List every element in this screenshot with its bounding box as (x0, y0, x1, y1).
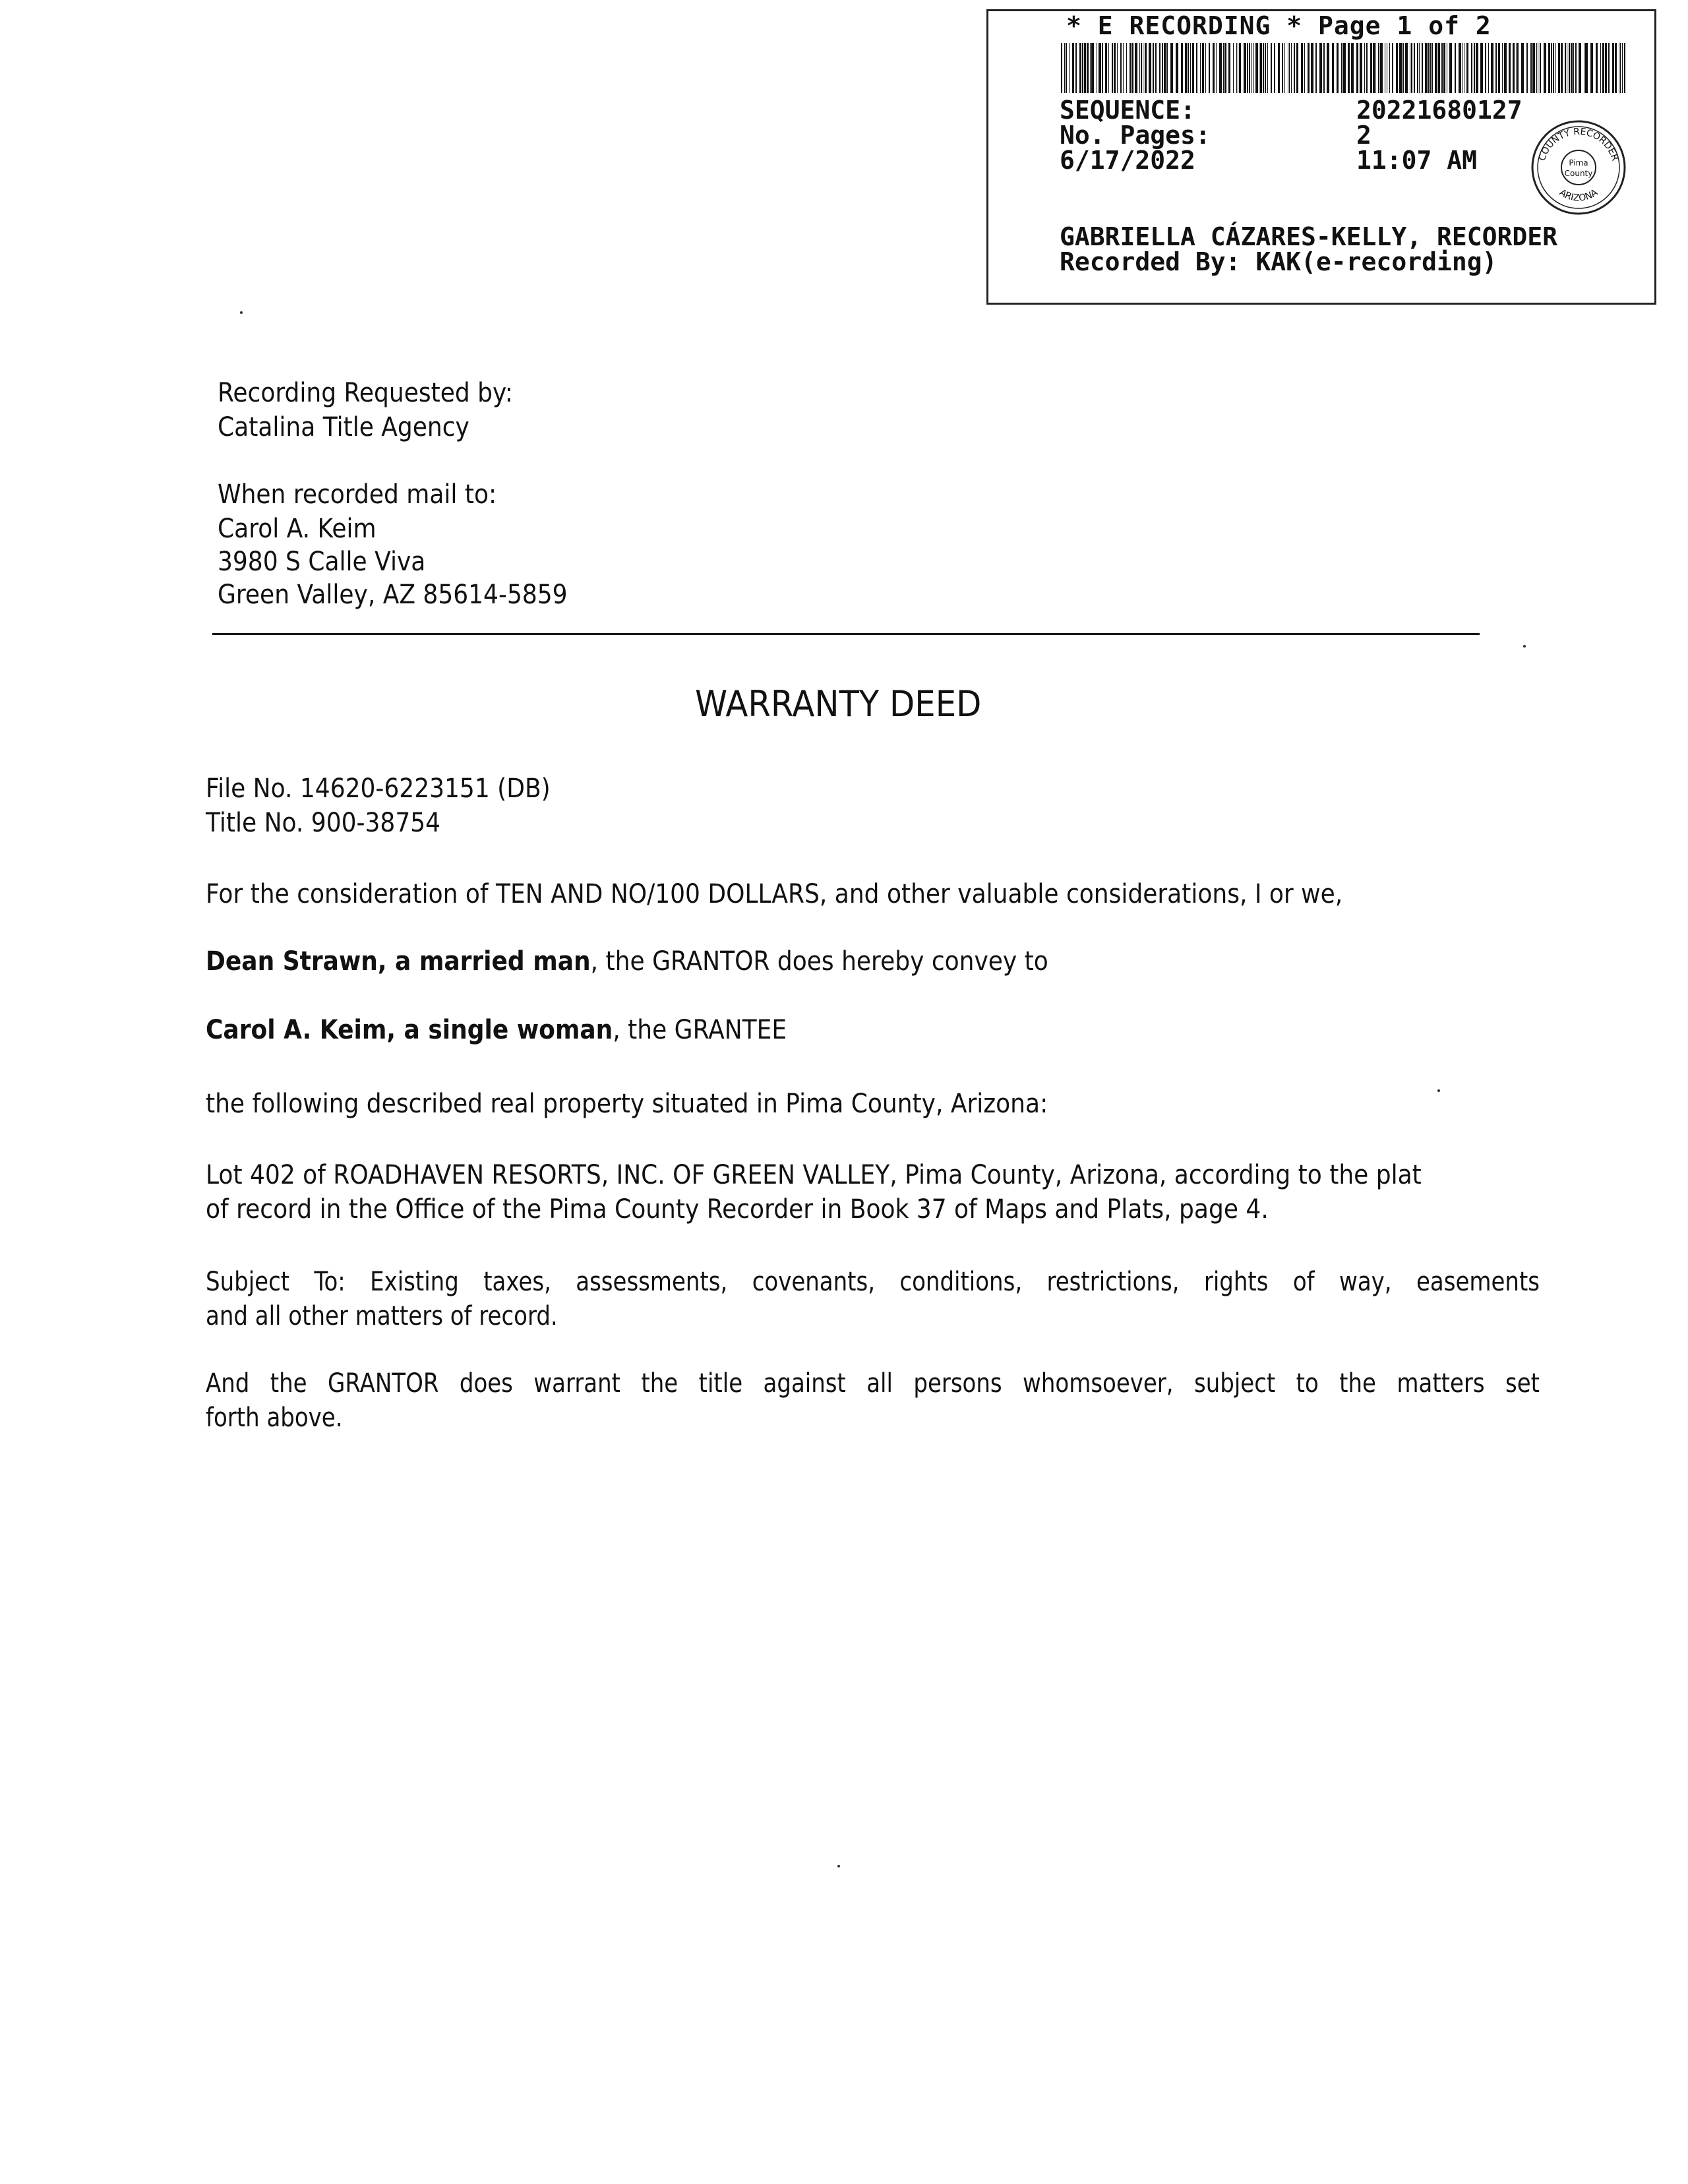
barcode-bar (1615, 43, 1617, 93)
recorder-name: GABRIELLA CÁZARES-KELLY, RECORDER (1060, 222, 1557, 251)
barcode-bar (1360, 43, 1362, 93)
barcode-bar (1251, 43, 1252, 93)
barcode-bar (1441, 43, 1443, 93)
header-divider (212, 633, 1480, 635)
barcode-bar (1504, 43, 1507, 93)
barcode-bar (1389, 43, 1390, 93)
recorded-by: Recorded By: KAK(e-recording) (1060, 247, 1497, 276)
barcode-bar (1575, 43, 1577, 93)
barcode-bar (1526, 43, 1528, 93)
barcode-bar (1561, 43, 1563, 93)
barcode-bar (1540, 43, 1541, 93)
barcode-bar (1517, 43, 1519, 93)
barcode-bar (1200, 43, 1201, 93)
barcode-bar (1145, 43, 1147, 93)
barcode-bar (1435, 43, 1437, 93)
recording-requested-label: Recording Requested by: (218, 378, 513, 408)
warranty-paragraph (206, 1366, 1540, 1435)
barcode-bar (1521, 43, 1524, 93)
barcode-bar (1402, 43, 1404, 93)
barcode-bar (1569, 43, 1570, 93)
barcode-bar (1099, 43, 1101, 93)
barcode-bar (1516, 43, 1517, 93)
barcode-bar (1348, 43, 1350, 93)
barcode-bar (1498, 43, 1500, 93)
barcode-bar (1301, 43, 1303, 93)
barcode-bar (1364, 43, 1365, 93)
county-recorder-seal (1529, 118, 1628, 217)
barcode-bar (1414, 43, 1415, 93)
barcode-bar (1233, 43, 1234, 93)
barcode-bar (1624, 43, 1625, 93)
barcode-bar (1223, 43, 1224, 93)
barcode-bar (1491, 43, 1493, 93)
barcode-bar (1084, 43, 1086, 93)
barcode-bar (1164, 43, 1166, 93)
barcode-bar (1130, 43, 1131, 93)
barcode-bar (1425, 43, 1428, 93)
barcode-bar (1260, 43, 1262, 93)
barcode-bar (1375, 43, 1376, 93)
barcode-bar (1271, 43, 1272, 93)
stamp-header: * E RECORDING * Page 1 of 2 (1066, 11, 1492, 40)
grantor-text: , the GRANTOR does hereby convey to (590, 946, 1048, 977)
barcode-bar (1509, 43, 1511, 93)
barcode-bar (1188, 43, 1189, 93)
scan-speck (240, 311, 243, 314)
barcode-bar (1274, 43, 1275, 93)
barcode-bar (1090, 43, 1091, 93)
barcode-bar (1155, 43, 1157, 93)
barcode-bar (1495, 43, 1497, 93)
barcode-bar (1555, 43, 1556, 93)
barcode-bar (1289, 43, 1290, 93)
barcode-bar (1064, 43, 1065, 93)
barcode-bar (1141, 43, 1142, 93)
barcode-bar (1548, 43, 1550, 93)
mail-to-street: 3980 S Calle Viva (218, 547, 426, 577)
legal-description-line2: of record in the Office of the Pima County Recorder in Book 37 of Maps and Plats, page 4. (206, 1194, 1269, 1225)
barcode-bar (1123, 43, 1124, 93)
barcode-bar (1443, 43, 1445, 93)
barcode-bar (1244, 43, 1246, 93)
barcode-bar (1405, 43, 1408, 93)
barcode-bar (1476, 43, 1478, 93)
svg-text:ARIZONA (1557, 187, 1600, 204)
scan-speck (1523, 645, 1526, 648)
barcode-bar (1399, 43, 1402, 93)
property-intro: the following described real property situated in Pima County, Arizona: (206, 1089, 1048, 1119)
barcode-bar (1112, 43, 1113, 93)
barcode-bar (1185, 43, 1187, 93)
recording-time: 11:07 AM (1356, 146, 1478, 175)
barcode-bar (1622, 43, 1623, 93)
seal-inner-line2: County (1564, 169, 1593, 178)
barcode-bar (1149, 43, 1151, 93)
barcode-bar (1308, 43, 1310, 93)
document-title: WARRANTY DEED (695, 683, 982, 725)
barcode-bar (1455, 43, 1456, 93)
pages-row (1060, 121, 1372, 150)
barcode-bar (1315, 43, 1317, 93)
barcode-bar (1370, 43, 1372, 93)
barcode-bar (1216, 43, 1217, 93)
sequence-value: 20221680127 (1356, 96, 1522, 125)
barcode-bar (1558, 43, 1560, 93)
barcode-bar (1114, 43, 1116, 93)
pages-label: No. Pages: (1060, 121, 1211, 150)
barcode-bar (1471, 43, 1472, 93)
barcode-bar (1091, 43, 1094, 93)
barcode-bar (1590, 43, 1593, 93)
barcode-bar (1449, 43, 1452, 93)
barcode-bar (1267, 43, 1268, 93)
file-number: File No. 14620-6223151 (DB) (206, 774, 551, 804)
barcode-bar (1332, 43, 1334, 93)
recording-stamp (986, 9, 1656, 305)
barcode-bar (1291, 43, 1292, 93)
barcode-bar (1131, 43, 1133, 93)
barcode-bar (1117, 43, 1118, 93)
barcode-bar (1196, 43, 1197, 93)
grantee-name: Carol A. Keim, a single woman (206, 1015, 613, 1045)
barcode-bar (1066, 43, 1067, 93)
barcode-bar (1296, 43, 1298, 93)
mail-to-city: Green Valley, AZ 85614-5859 (218, 580, 568, 610)
barcode-bar (1392, 43, 1393, 93)
barcode-bar (1356, 43, 1358, 93)
barcode-bar (1432, 43, 1433, 93)
mail-to-name: Carol A. Keim (218, 514, 377, 544)
sequence-row (1060, 96, 1522, 125)
barcode-bar (1253, 43, 1254, 93)
barcode-bar (1265, 43, 1266, 93)
barcode-bar (1192, 43, 1194, 93)
barcode-bar (1585, 43, 1588, 93)
barcode-bar (1422, 43, 1423, 93)
barcode-bar (1323, 43, 1325, 93)
barcode-bar (1488, 43, 1489, 93)
consideration-clause: For the consideration of TEN AND NO/100 DOLLARS, and other valuable considerations, I or we, (206, 879, 1343, 909)
barcode-bar (1343, 43, 1346, 93)
barcode-bar (1378, 43, 1379, 93)
barcode-bar (1551, 43, 1552, 93)
grantee-line (206, 1013, 787, 1047)
barcode-bar (1459, 43, 1461, 93)
subject-to-paragraph (206, 1265, 1540, 1333)
barcode-bar (1181, 43, 1183, 93)
warranty-line1: And the GRANTOR does warrant the title against all persons whomsoever, subject to the matters set (206, 1368, 1540, 1399)
barcode-bar (1396, 43, 1398, 93)
subject-to-line1: Subject To: Existing taxes, assessments, covenants, conditions, restrictions, rights of way, easements (206, 1267, 1540, 1297)
barcode-bar (1411, 43, 1412, 93)
subject-to-line2: and all other matters of record. (206, 1301, 558, 1331)
barcode-bar (1219, 43, 1222, 93)
barcode-bar (1327, 43, 1329, 93)
barcode-bar (1536, 43, 1537, 93)
barcode-bar (1605, 43, 1607, 93)
barcode-bar (1620, 43, 1621, 93)
recording-requested-agency: Catalina Title Agency (218, 412, 469, 442)
barcode-bar (1480, 43, 1483, 93)
seal-outer-text: COUNTY RECORDER (1536, 126, 1621, 163)
pages-value: 2 (1356, 121, 1372, 150)
scan-speck (1437, 1089, 1440, 1092)
barcode-bar (1249, 43, 1250, 93)
barcode-graphic (1061, 43, 1628, 93)
barcode-bar (1294, 43, 1295, 93)
barcode-bar (1061, 43, 1062, 93)
barcode-bar (1139, 43, 1140, 93)
barcode-bar (1153, 43, 1154, 93)
barcode-bar (1419, 43, 1420, 93)
datetime-row (1060, 146, 1478, 175)
barcode-bar (1202, 43, 1204, 93)
barcode-bar (1462, 43, 1463, 93)
barcode-bar (1082, 43, 1083, 93)
barcode-bar (1162, 43, 1163, 93)
barcode-bar (1553, 43, 1554, 93)
barcode-bar (1513, 43, 1515, 93)
barcode-bar (1166, 43, 1168, 93)
barcode-bar (1069, 43, 1070, 93)
barcode-bar (1366, 43, 1368, 93)
barcode-bar (1108, 43, 1109, 93)
barcode-bar (1571, 43, 1573, 93)
barcode-bar (1337, 43, 1339, 93)
barcode-bar (1417, 43, 1418, 93)
barcode-bar (1565, 43, 1566, 93)
barcode-bar (1485, 43, 1486, 93)
barcode-bar (1072, 43, 1074, 93)
barcode-bar (1278, 43, 1280, 93)
barcode-bar (1120, 43, 1122, 93)
barcode-bar (1428, 43, 1430, 93)
barcode-bar (1105, 43, 1107, 93)
barcode-bar (1236, 43, 1237, 93)
barcode-bar (1282, 43, 1283, 93)
barcode-bar (1474, 43, 1475, 93)
barcode-bar (1126, 43, 1127, 93)
barcode-bar (1502, 43, 1503, 93)
barcode-bar (1304, 43, 1305, 93)
barcode-bar (1373, 43, 1375, 93)
barcode-bar (1135, 43, 1137, 93)
barcode-bar (1228, 43, 1230, 93)
barcode-bar (1612, 43, 1614, 93)
seal-inner-line1: Pima (1569, 158, 1588, 167)
mail-to-label: When recorded mail to: (218, 479, 497, 510)
title-number: Title No. 900-38754 (206, 808, 441, 838)
barcode-bar (1247, 43, 1248, 93)
barcode-bar (1596, 43, 1598, 93)
recording-date: 6/17/2022 (1060, 146, 1195, 175)
barcode-bar (1205, 43, 1206, 93)
barcode-bar (1190, 43, 1191, 93)
barcode-bar (1530, 43, 1532, 93)
barcode-bar (1319, 43, 1322, 93)
barcode-bar (1544, 43, 1546, 93)
barcode-bar (1341, 43, 1342, 93)
barcode-bar (1380, 43, 1383, 93)
scan-speck (837, 1865, 840, 1867)
barcode-bar (1209, 43, 1210, 93)
barcode-bar (1608, 43, 1610, 93)
barcode-bar (1284, 43, 1285, 93)
barcode-bar (1159, 43, 1160, 93)
barcode-bar (1087, 43, 1089, 93)
grantor-name: Dean Strawn, a married man (206, 946, 591, 977)
barcode-bar (1466, 43, 1468, 93)
barcode-bar (1213, 43, 1215, 93)
barcode-bar (1075, 43, 1077, 93)
barcode-bar (1176, 43, 1178, 93)
barcode-bar (1602, 43, 1604, 93)
barcode-bar (1239, 43, 1241, 93)
barcode-bar (1102, 43, 1103, 93)
grantee-text: , the GRANTEE (613, 1015, 787, 1045)
sequence-label: SEQUENCE: (1060, 96, 1195, 125)
barcode-bar (1573, 43, 1574, 93)
barcode-bar (1438, 43, 1440, 93)
barcode-bar (1351, 43, 1354, 93)
warranty-line2: forth above. (206, 1403, 343, 1433)
barcode-bar (1170, 43, 1173, 93)
grantor-line (206, 944, 1048, 979)
barcode-bar (1263, 43, 1264, 93)
legal-description-line1: Lot 402 of ROADHAVEN RESORTS, INC. OF GREEN VALLEY, Pima County, Arizona, according to the plat (206, 1160, 1422, 1190)
barcode-bar (1579, 43, 1581, 93)
seal-bottom-text: ARIZONA (1557, 187, 1600, 204)
barcode-bar (1079, 43, 1081, 93)
barcode-bar (1255, 43, 1258, 93)
barcode-bar (1224, 43, 1226, 93)
barcode-bar (1600, 43, 1601, 93)
barcode-bar (1311, 43, 1313, 93)
barcode-bar (1532, 43, 1535, 93)
barcode-bar (1430, 43, 1432, 93)
